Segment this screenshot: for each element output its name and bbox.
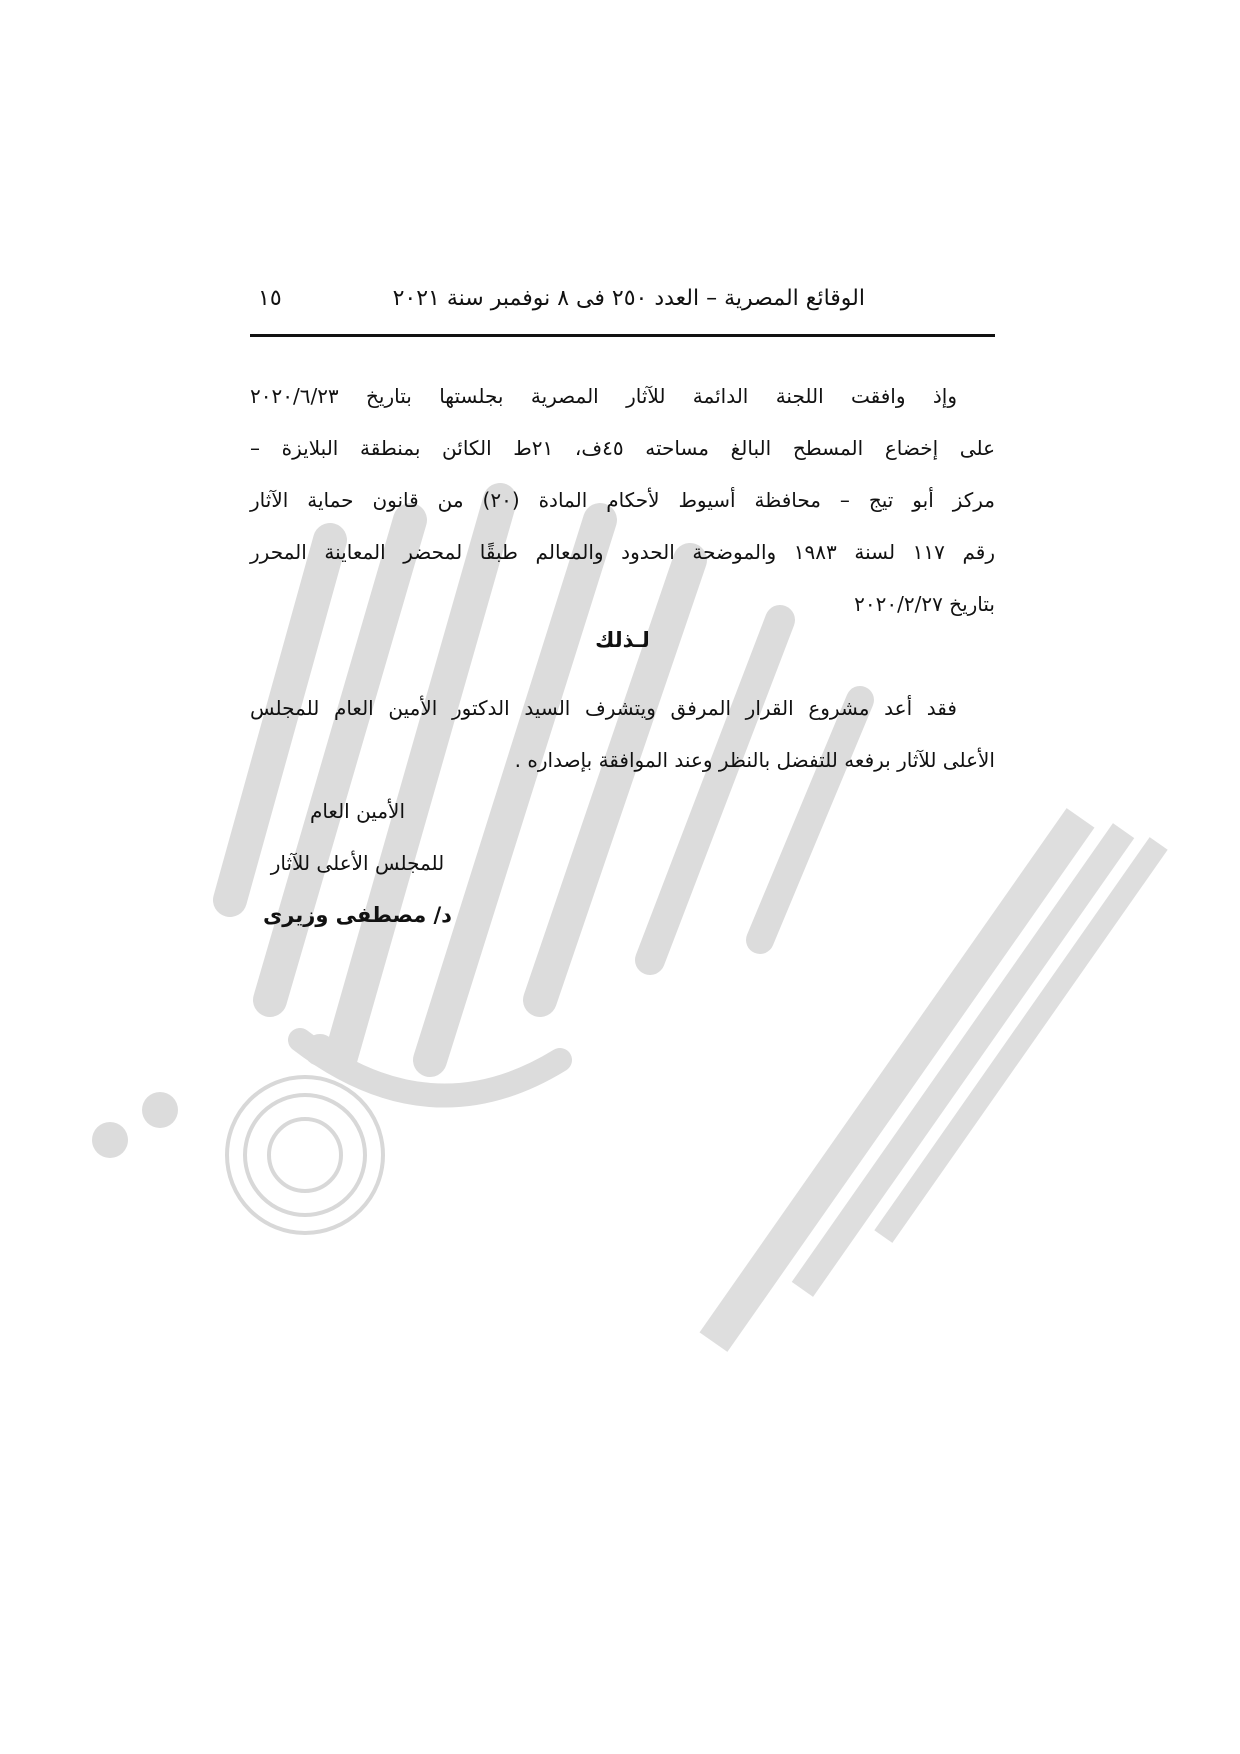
paragraph-1-line: بتاريخ ٢٠٢٠/٢/٢٧ [854,592,995,616]
paragraph-2-line: فقد أعد مشروع القرار المرفق ويتشرف السيد الدكتور الأمين العام للمجلس [250,696,957,720]
page-header [250,282,995,322]
signature-block [260,785,455,941]
paragraph-1-line: على إخضاع المسطح البالغ مساحته ٤٥ف، ٢١ط الكائن بمنطقة البلايزة – [250,436,995,460]
header-title: الوقائع المصرية – العدد ٢٥٠ فى ٨ نوفمبر سنة ٢٠٢١ [392,286,865,311]
paragraph-1 [250,370,995,630]
watermark-seal [227,1077,383,1233]
section-heading: لـذلك [595,628,650,652]
signature-council: للمجلس الأعلى للآثار [270,851,445,875]
header-divider [250,334,995,337]
paragraph-1-line: مركز أبو تيج – محافظة أسيوط لأحكام المادة (٢٠) من قانون حماية الآثار [250,488,996,512]
paragraph-1-line: وإذ وافقت اللجنة الدائمة للآثار المصرية بجلستها بتاريخ ٢٠٢٠/٦/٢٣ [250,384,957,408]
paragraph-2 [250,682,995,786]
paragraph-1-line: رقم ١١٧ لسنة ١٩٨٣ والموضحة الحدود والمعالم طبقًا لمحضر المعاينة المحرر [250,540,995,564]
paragraph-2-line: الأعلى للآثار برفعه للتفضل بالنظر وعند الموافقة بإصداره . [514,748,995,772]
signature-title: الأمين العام [309,799,406,823]
page-number: ١٥ [258,286,282,311]
signature-name: د/ مصطفى وزيرى [263,903,452,927]
